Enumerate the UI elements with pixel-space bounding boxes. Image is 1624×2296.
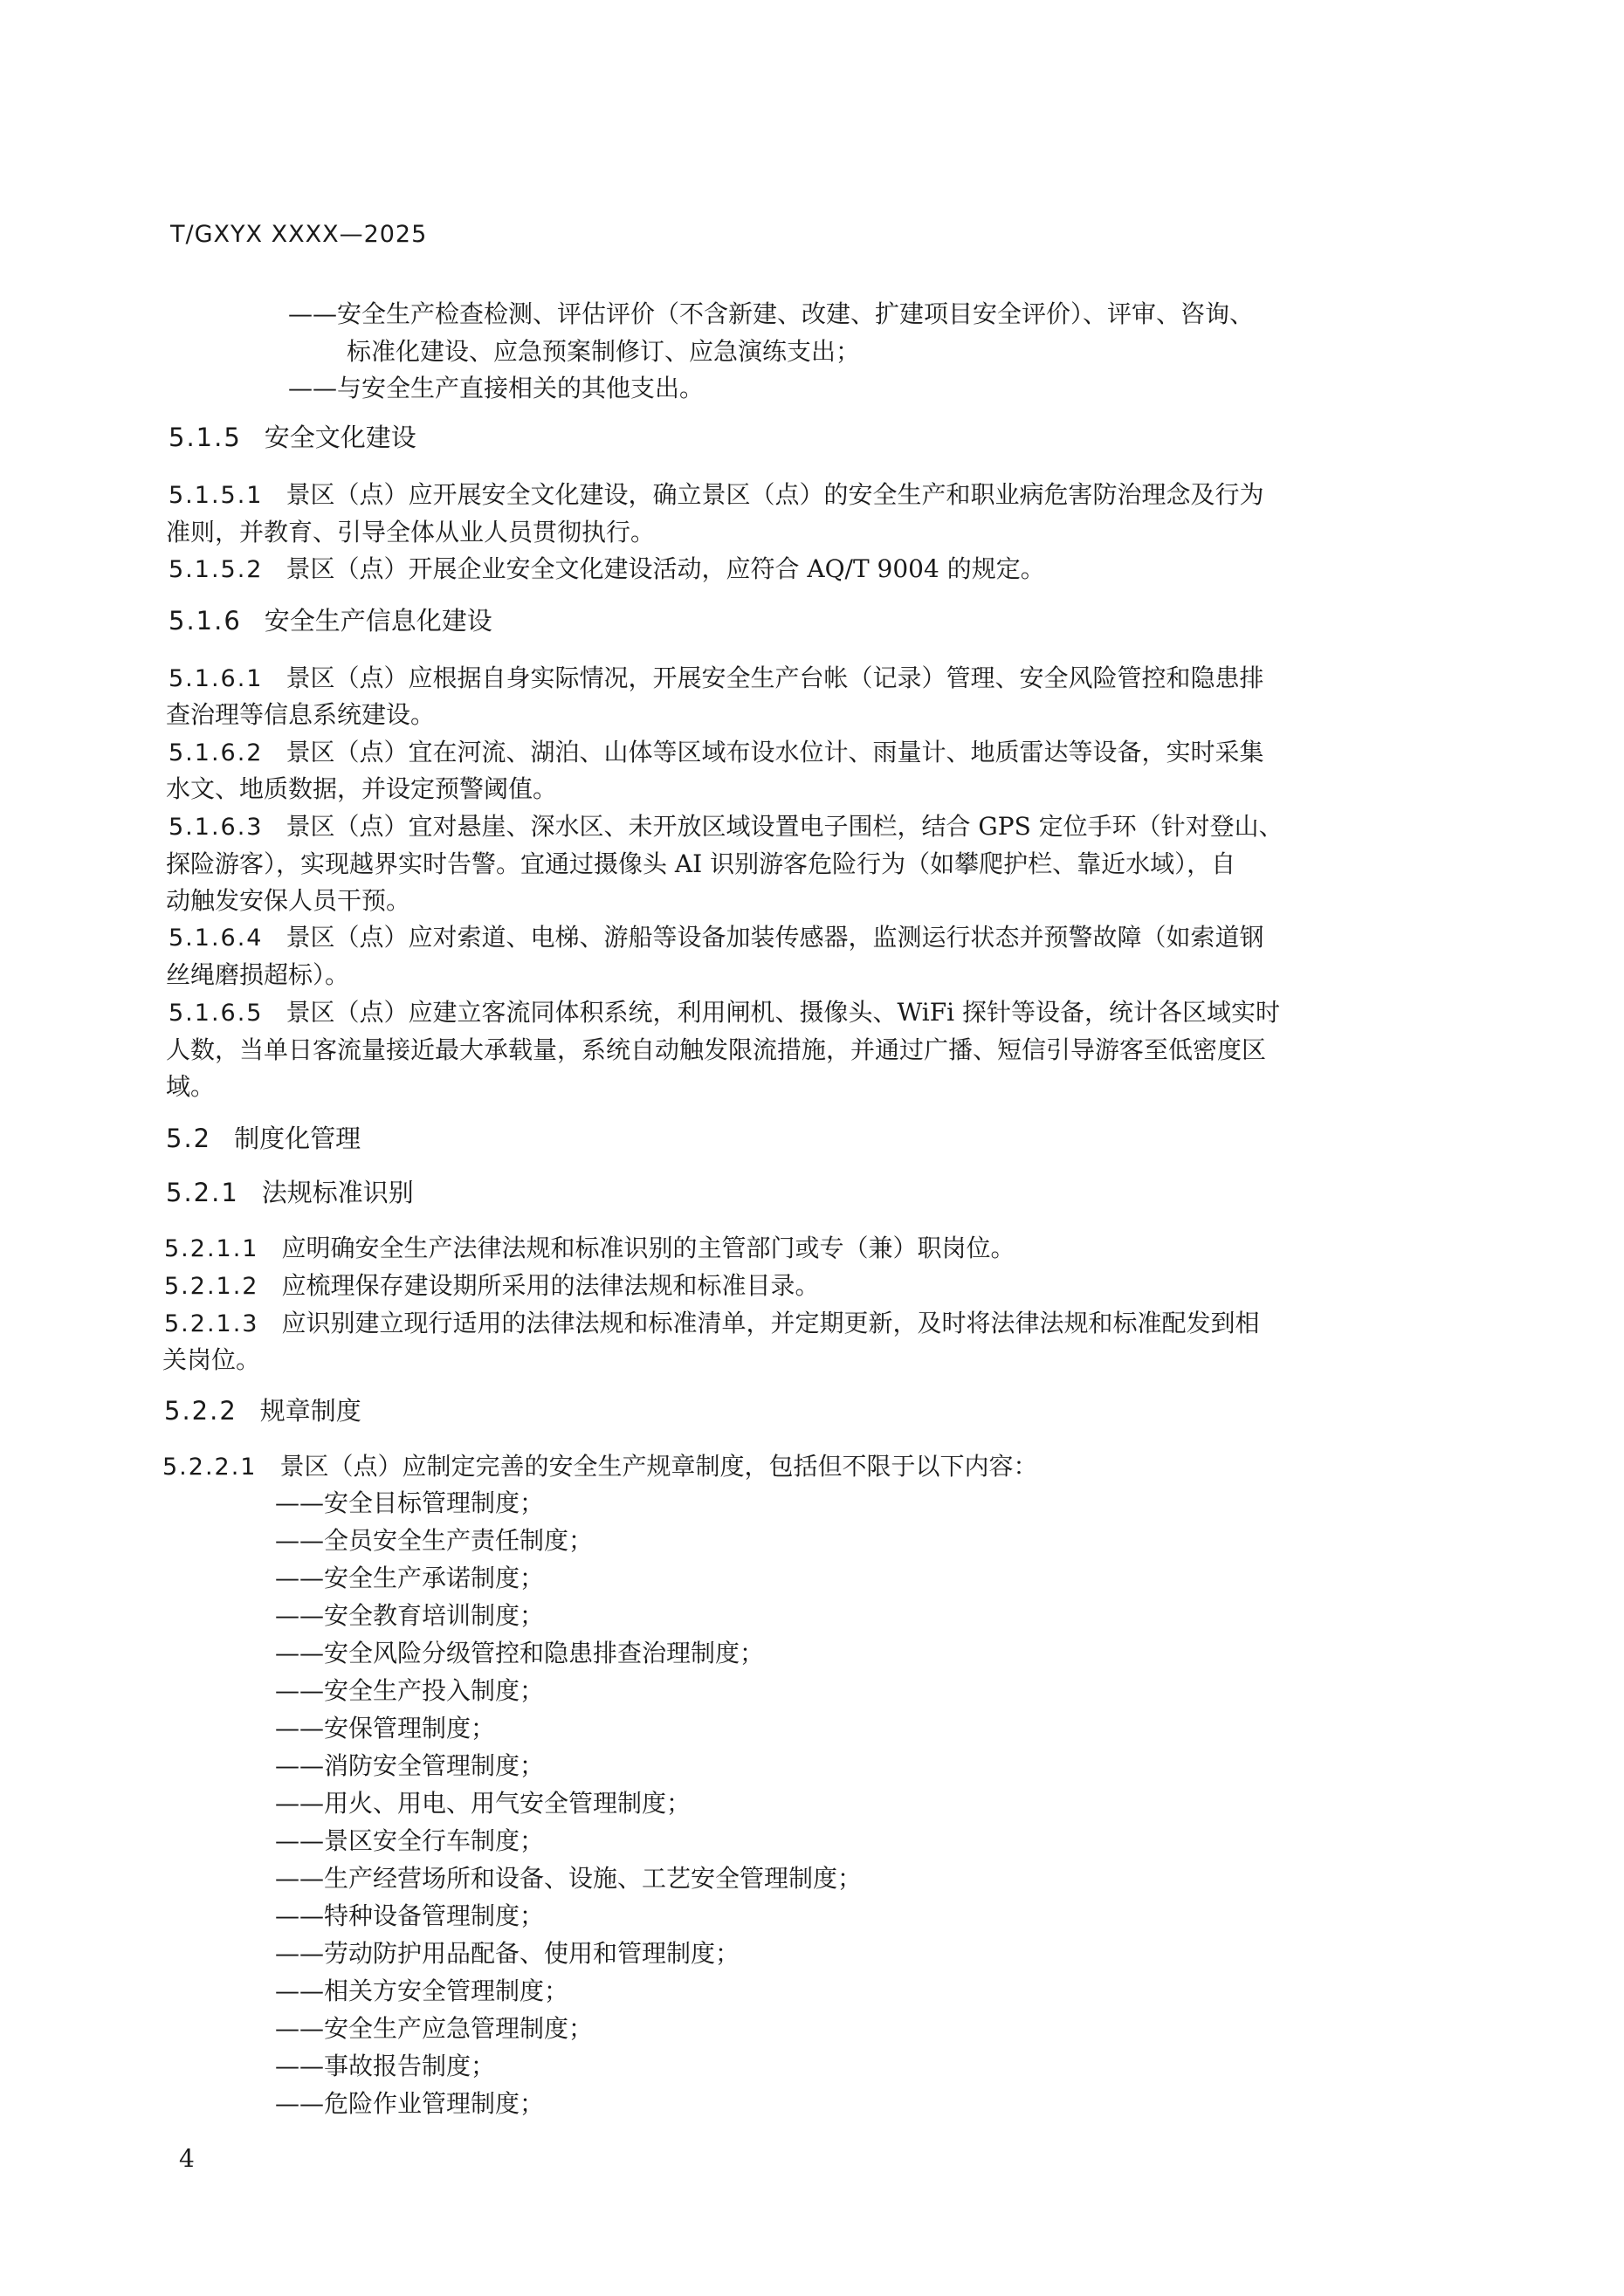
clause-5-1-5-2 (169, 550, 1045, 588)
clause-5-1-6-4 (169, 918, 1263, 957)
list-item: ——生产经营场所和设备、设施、工艺安全管理制度； (275, 1864, 863, 1893)
clause-5-1-6-1 (169, 659, 1263, 698)
clause-text: 景区（点）应建立客流同体积系统，利用闸机、摄像头、WiFi 探针等设备，统计各区域实时 (286, 998, 1280, 1027)
clause-number: 5.1.5.1 (169, 482, 264, 509)
clause-number: 5.1.6.5 (169, 1000, 264, 1027)
list-item: ——安保管理制度； (275, 1714, 496, 1743)
section-title: 安全生产信息化建设 (264, 606, 492, 636)
list-item: ——安全风险分级管控和隐患排查治理制度； (275, 1639, 765, 1667)
list-item: ——特种设备管理制度； (275, 1901, 545, 1930)
clause-number: 5.1.6.4 (169, 925, 264, 952)
clause-text: 景区（点）应开展安全文化建设，确立景区（点）的安全生产和职业病危害防治理念及行为 (286, 480, 1264, 509)
clause-text: 景区（点）宜对悬崖、深水区、未开放区域设置电子围栏，结合 GPS 定位手环（针对登山、 (286, 812, 1283, 841)
list-item: ——相关方安全管理制度； (275, 1976, 569, 2005)
clause-text-continuation: 动触发安保人员干预。 (166, 886, 411, 915)
list-item: ——用火、用电、用气安全管理制度； (275, 1789, 692, 1818)
section-number: 5.2 (166, 1124, 212, 1153)
list-item: ——全员安全生产责任制度； (275, 1526, 594, 1555)
clause-5-2-1-3 (164, 1304, 1259, 1343)
list-item: ——安全生产检查检测、评估评价（不含新建、改建、扩建项目安全评价）、评审、咨询、 (288, 299, 1255, 328)
clause-5-2-2-1 (162, 1447, 1037, 1486)
clause-5-2-1-2 (164, 1267, 819, 1305)
section-number: 5.2.1 (166, 1178, 239, 1207)
section-title: 法规标准识别 (261, 1178, 414, 1207)
clause-text: 景区（点）应制定完善的安全生产规章制度，包括但不限于以下内容： (279, 1452, 1038, 1481)
clause-number: 5.2.1.1 (164, 1235, 259, 1262)
list-item: ——安全目标管理制度； (275, 1488, 545, 1517)
clause-text: 应识别建立现行适用的法律法规和标准清单，并定期更新，及时将法律法规和标准配发到相 (281, 1309, 1260, 1337)
clause-5-1-5-1 (169, 476, 1263, 514)
section-heading-5-2 (166, 1120, 361, 1158)
clause-text-continuation: 人数，当单日客流量接近最大承载量，系统自动触发限流措施，并通过广播、短信引导游客至低密度区 (166, 1035, 1267, 1064)
list-item: ——消防安全管理制度； (275, 1751, 545, 1780)
clause-5-1-6-5 (169, 993, 1280, 1032)
clause-text: 景区（点）应对索道、电梯、游船等设备加装传感器，监测运行状态并预警故障（如索道钢 (286, 923, 1264, 952)
clause-number: 5.1.6.1 (169, 665, 264, 692)
list-item: ——事故报告制度； (275, 2052, 496, 2080)
clause-text-continuation: 准则，并教育、引导全体从业人员贯彻执行。 (166, 518, 656, 547)
section-heading-5-2-1 (166, 1174, 414, 1212)
clause-text: 应明确安全生产法律法规和标准识别的主管部门或专（兼）职岗位。 (281, 1234, 1015, 1262)
section-title: 规章制度 (259, 1396, 361, 1426)
clause-number: 5.1.6.2 (169, 739, 264, 766)
clause-text: 景区（点）开展企业安全文化建设活动，应符合 AQ/T 9004 的规定。 (286, 554, 1045, 583)
list-item: ——安全生产投入制度； (275, 1676, 545, 1705)
clause-text: 应梳理保存建设期所采用的法律法规和标准目录。 (281, 1271, 820, 1300)
clause-text-continuation: 水文、地质数据，并设定预警阈值。 (166, 774, 558, 803)
clause-number: 5.2.2.1 (162, 1454, 258, 1481)
section-number: 5.2.2 (164, 1396, 237, 1426)
section-heading-5-1-5 (169, 419, 416, 457)
clause-text: 景区（点）宜在河流、湖泊、山体等区域布设水位计、雨量计、地质雷达等设备，实时采集 (286, 738, 1264, 766)
list-item: ——与安全生产直接相关的其他支出。 (288, 374, 705, 402)
list-item: ——安全生产应急管理制度； (275, 2014, 594, 2043)
list-item: ——景区安全行车制度； (275, 1826, 545, 1855)
section-heading-5-2-2 (164, 1392, 361, 1430)
section-number: 5.1.5 (169, 423, 242, 452)
section-title: 制度化管理 (234, 1124, 361, 1153)
section-number: 5.1.6 (169, 606, 242, 636)
clause-5-1-6-3 (169, 808, 1283, 846)
list-item: ——危险作业管理制度； (275, 2089, 545, 2118)
section-heading-5-1-6 (169, 602, 492, 640)
clause-text-continuation: 丝绳磨损超标）。 (166, 960, 350, 989)
clause-text-continuation: 查治理等信息系统建设。 (166, 700, 436, 729)
clause-text-continuation: 域。 (166, 1072, 216, 1101)
list-item: ——劳动防护用品配备、使用和管理制度； (275, 1939, 740, 1968)
clause-number: 5.2.1.2 (164, 1273, 259, 1300)
page-number: 4 (179, 2144, 195, 2173)
list-item: ——安全教育培训制度； (275, 1601, 545, 1630)
document-code: T/GXYX XXXX—2025 (170, 221, 428, 248)
clause-text-continuation: 探险游客），实现越界实时告警。宜通过摄像头 AI 识别游客危险行为（如攀爬护栏、靠近水域），自 (166, 849, 1236, 878)
clause-number: 5.1.5.2 (169, 556, 264, 583)
clause-text: 景区（点）应根据自身实际情况，开展安全生产台帐（记录）管理、安全风险管控和隐患排 (286, 663, 1264, 692)
clause-number: 5.1.6.3 (169, 814, 264, 841)
clause-text-continuation: 关岗位。 (162, 1345, 261, 1374)
clause-5-1-6-2 (169, 733, 1263, 772)
section-title: 安全文化建设 (264, 423, 416, 452)
clause-number: 5.2.1.3 (164, 1310, 259, 1337)
list-item: ——安全生产承诺制度； (275, 1564, 545, 1592)
list-item-continuation: 标准化建设、应急预案制修订、应急演练支出； (347, 337, 861, 366)
clause-5-2-1-1 (164, 1229, 1015, 1268)
